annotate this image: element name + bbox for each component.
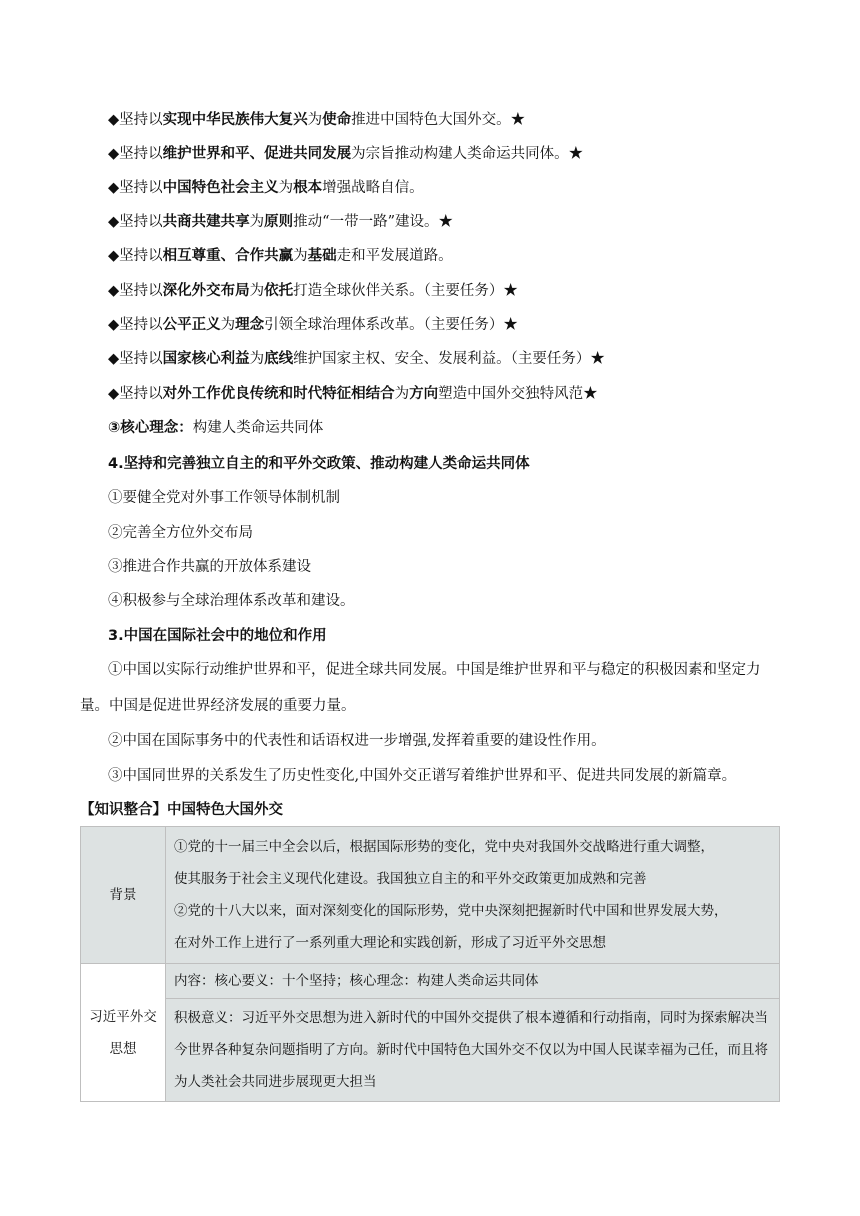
text: ◆坚持以 xyxy=(108,214,163,230)
bold-text: 维护世界和平、促进共同发展 xyxy=(162,146,352,162)
xi-thought-label: 习近平外交思想 xyxy=(81,964,166,1102)
bullet-line xyxy=(108,144,583,164)
text: 为 xyxy=(293,248,308,264)
list-item: ④积极参与全球治理体系改革和建设。 xyxy=(108,593,355,609)
knowledge-heading: 【知识整合】中国特色大国外交 xyxy=(80,802,283,818)
section-4-title: 4.坚持和完善独立自主的和平外交政策、推动构建人类命运共同体 xyxy=(108,456,530,472)
bold-text: 底线 xyxy=(264,351,294,367)
bold-text: 公平正义 xyxy=(162,317,221,333)
background-content xyxy=(166,827,780,964)
knowledge-table xyxy=(80,826,780,1102)
table-line: ②党的十八大以来，面对深刻变化的国际形势，党中央深刻把握新时代中国和世界发展大势， xyxy=(174,903,728,919)
text: ◆坚持以 xyxy=(108,112,163,128)
bold-text: 原则 xyxy=(264,214,294,230)
bullet-line xyxy=(108,178,424,198)
bullet-line xyxy=(108,212,453,232)
bold-text: 根本 xyxy=(293,180,323,196)
paragraph: ③中国同世界的关系发生了历史性变化,中国外交正谱写着维护世界和平、促进共同发展的新篇章。 xyxy=(108,768,737,784)
text: 增强战略自信。 xyxy=(322,180,424,196)
table-row xyxy=(81,999,780,1102)
paragraph: ②中国在国际事务中的代表性和话语权进一步增强,发挥着重要的建设性作用。 xyxy=(108,733,606,749)
table-row xyxy=(81,827,780,964)
text: 为 xyxy=(249,283,265,299)
text: ◆坚持以 xyxy=(108,386,163,402)
text: 打造全球伙伴关系。（主要任务）★ xyxy=(293,283,518,299)
text: ◆坚持以 xyxy=(108,283,163,299)
bullet-line xyxy=(108,110,525,130)
significance-cell: 积极意义：习近平外交思想为进入新时代的中国外交提供了根本遵循和行动指南，同时为探索解决当今世界各种复杂问题指明了方向。新时代中国特色大国外交不仅以为中国人民谋幸福为己任，而且将为人类社会共同进步展现更大担当 xyxy=(166,999,780,1102)
bold-text: 依托 xyxy=(264,283,294,299)
text: 为 xyxy=(249,351,265,367)
text: 推动“一带一路”建设。★ xyxy=(293,214,453,230)
table-line: ①党的十一届三中全会以后，根据国际形势的变化，党中央对我国外交战略进行重大调整， xyxy=(174,839,714,855)
background-label: 背景 xyxy=(81,827,166,964)
core-concept-text: 构建人类命运共同体 xyxy=(192,420,324,436)
text: ◆坚持以 xyxy=(108,351,163,367)
text: ◆坚持以 xyxy=(108,146,163,162)
list-item: ①要健全党对外事工作领导体制机制 xyxy=(108,490,340,506)
bullet-line xyxy=(108,384,598,404)
bold-text: 对外工作优良传统和时代特征相结合 xyxy=(162,386,395,402)
table-line: 在对外工作上进行了一系列重大理论和实践创新，形成了习近平外交思想 xyxy=(174,935,606,951)
content-cell: 内容：核心要义：十个坚持；核心理念：构建人类命运共同体 xyxy=(166,964,780,999)
text: 推进中国特色大国外交。★ xyxy=(351,112,526,128)
paragraph: ①中国以实际行动维护世界和平，促进全球共同发展。中国是维护世界和平与稳定的积极因素和坚定力量。中国是促进世界经济发展的重要力量。 xyxy=(80,662,761,714)
text: 走和平发展道路。 xyxy=(336,248,453,264)
bold-text: 实现中华民族伟大复兴 xyxy=(162,112,308,128)
text: 引领全球治理体系改革。（主要任务）★ xyxy=(264,317,518,333)
bullet-line xyxy=(108,246,453,266)
bold-text: 深化外交布局 xyxy=(162,283,250,299)
text: 为 xyxy=(394,386,410,402)
text: 为 xyxy=(249,214,265,230)
bold-text: 使命 xyxy=(322,112,352,128)
text: 维护国家主权、安全、发展利益。（主要任务）★ xyxy=(293,351,605,367)
list-item: ③推进合作共赢的开放体系建设 xyxy=(108,559,311,575)
list-item: ②完善全方位外交布局 xyxy=(108,525,253,541)
bullet-line xyxy=(108,281,518,301)
bullet-line xyxy=(108,349,605,369)
bold-text: 理念 xyxy=(235,317,265,333)
text: 为 xyxy=(220,317,236,333)
bold-text: 国家核心利益 xyxy=(162,351,250,367)
core-concept-label: ③核心理念： xyxy=(108,420,193,436)
text: 塑造中国外交独特风范★ xyxy=(438,386,598,402)
bold-text: 相互尊重、合作共赢 xyxy=(162,248,294,264)
section-3-title: 3.中国在国际社会中的地位和作用 xyxy=(108,628,327,644)
text: 为 xyxy=(278,180,294,196)
table-row xyxy=(81,964,780,999)
table-line: 使其服务于社会主义现代化建设。我国独立自主的和平外交政策更加成熟和完善 xyxy=(174,871,647,887)
bold-text: 共商共建共享 xyxy=(162,214,250,230)
bold-text: 基础 xyxy=(307,248,337,264)
text: 为宗旨推动构建人类命运共同体。★ xyxy=(351,146,584,162)
text: 为 xyxy=(307,112,323,128)
text: ◆坚持以 xyxy=(108,248,163,264)
text: ◆坚持以 xyxy=(108,317,163,333)
text: ◆坚持以 xyxy=(108,180,163,196)
core-concept xyxy=(108,418,323,438)
bold-text: 方向 xyxy=(409,386,439,402)
bold-text: 中国特色社会主义 xyxy=(162,180,279,196)
bullet-line xyxy=(108,315,518,335)
